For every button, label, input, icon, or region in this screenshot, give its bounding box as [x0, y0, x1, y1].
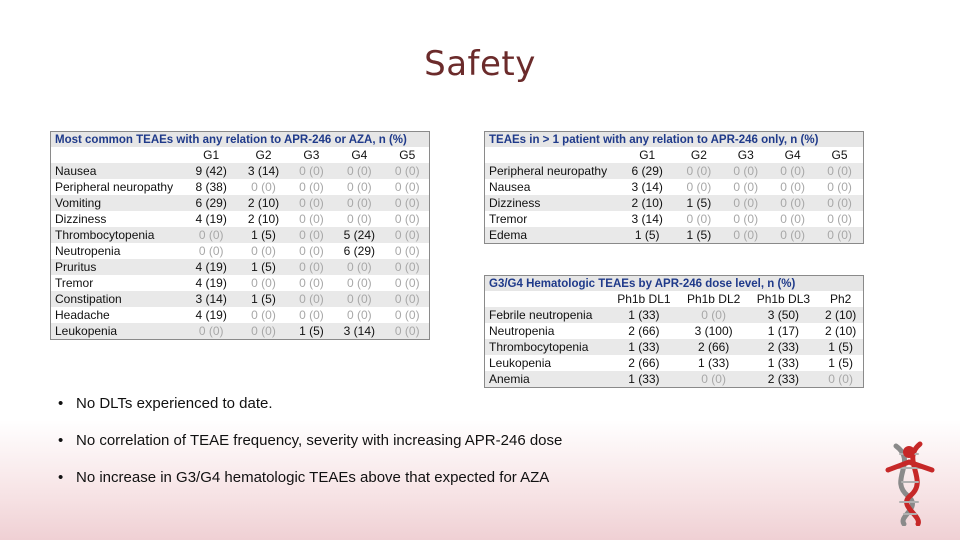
table-cell: 0 (0)	[769, 227, 816, 243]
table-cell: 0 (0)	[722, 179, 769, 195]
row-label: Thrombocytopenia	[485, 339, 609, 355]
table-row	[485, 211, 863, 227]
table-cell: 0 (0)	[290, 259, 333, 275]
table-cell: 0 (0)	[679, 371, 749, 387]
table-row	[51, 275, 429, 291]
table-cell: 0 (0)	[675, 211, 722, 227]
table-cell: 0 (0)	[333, 307, 385, 323]
table-cell: 0 (0)	[675, 179, 722, 195]
table-cell: 0 (0)	[386, 211, 430, 227]
table-cell: 9 (42)	[185, 163, 237, 179]
table-cell: 0 (0)	[290, 195, 333, 211]
table-cell: 0 (0)	[290, 307, 333, 323]
table-caption: Most common TEAEs with any relation to APR-246 or AZA, n (%)	[51, 132, 429, 147]
column-header: Ph1b DL3	[756, 292, 811, 306]
row-label: Vomiting	[51, 195, 185, 211]
table-cell: 0 (0)	[237, 323, 289, 339]
table-cell: 1 (5)	[237, 259, 289, 275]
column-header: G3	[303, 148, 320, 162]
table-cell: 0 (0)	[769, 195, 816, 211]
bullet-marker: •	[58, 395, 64, 412]
table-row	[51, 195, 429, 211]
table-header-row	[485, 291, 863, 307]
table-cell: 0 (0)	[333, 163, 385, 179]
table-row	[51, 211, 429, 227]
table-row	[485, 307, 863, 323]
table-cell: 0 (0)	[386, 323, 430, 339]
table-row	[51, 291, 429, 307]
table-cell: 0 (0)	[722, 163, 769, 179]
bullet-text: No increase in G3/G4 hematologic TEAEs above that expected for AZA	[76, 469, 550, 486]
table-cell: 3 (14)	[619, 179, 675, 195]
row-label: Tremor	[485, 211, 619, 227]
table-row	[51, 323, 429, 339]
table-row	[51, 307, 429, 323]
table-cell: 0 (0)	[386, 243, 430, 259]
table-cell: 0 (0)	[722, 227, 769, 243]
row-label: Constipation	[51, 291, 185, 307]
table-cell: 0 (0)	[386, 291, 430, 307]
table-cell: 0 (0)	[816, 163, 863, 179]
column-header: G3	[737, 148, 754, 162]
table-cell: 1 (5)	[619, 227, 675, 243]
row-label: Neutropenia	[485, 323, 609, 339]
table-row	[485, 163, 863, 179]
table-cell: 0 (0)	[769, 179, 816, 195]
table-cell: 2 (66)	[679, 339, 749, 355]
table-cell: 0 (0)	[290, 275, 333, 291]
table-cell: 3 (14)	[333, 323, 385, 339]
column-header: Ph1b DL2	[686, 292, 741, 306]
table-cell: 0 (0)	[333, 195, 385, 211]
row-label: Headache	[51, 307, 185, 323]
column-header: G2	[690, 148, 707, 162]
table-cell: 1 (33)	[679, 355, 749, 371]
column-header: G4	[784, 148, 801, 162]
row-label: Leukopenia	[485, 355, 609, 371]
table-cell: 0 (0)	[675, 163, 722, 179]
table-row	[485, 339, 863, 355]
table-cell: 0 (0)	[185, 227, 237, 243]
table-cell: 1 (33)	[749, 355, 819, 371]
table-cell: 0 (0)	[679, 307, 749, 323]
table-cell: 4 (19)	[185, 259, 237, 275]
table-cell: 2 (10)	[237, 211, 289, 227]
table-cell: 3 (100)	[679, 323, 749, 339]
row-label: Anemia	[485, 371, 609, 387]
row-label: Nausea	[51, 163, 185, 179]
corner-header	[485, 147, 619, 163]
table-cell: 2 (66)	[609, 355, 679, 371]
row-label: Pruritus	[51, 259, 185, 275]
row-label: Febrile neutropenia	[485, 307, 609, 323]
table-cell: 0 (0)	[333, 259, 385, 275]
table-cell: 2 (10)	[619, 195, 675, 211]
table-cell: 0 (0)	[386, 163, 430, 179]
table-cell: 4 (19)	[185, 275, 237, 291]
table-cell: 1 (5)	[237, 227, 289, 243]
table-cell: 1 (33)	[609, 339, 679, 355]
table-cell: 2 (33)	[749, 371, 819, 387]
table-cell: 0 (0)	[237, 179, 289, 195]
row-label: Thrombocytopenia	[51, 227, 185, 243]
table-cell: 0 (0)	[290, 163, 333, 179]
table-cell: 0 (0)	[386, 227, 430, 243]
table-cell: 6 (29)	[185, 195, 237, 211]
table-cell: 5 (24)	[333, 227, 385, 243]
table-cell: 1 (33)	[609, 371, 679, 387]
table-cell: 1 (17)	[749, 323, 819, 339]
table-cell: 0 (0)	[333, 291, 385, 307]
table-cell: 0 (0)	[290, 227, 333, 243]
bullet-marker: •	[58, 469, 64, 486]
bullet-item	[56, 466, 562, 503]
column-header: G4	[351, 148, 368, 162]
page-title: Safety	[424, 44, 536, 84]
table-cell: 0 (0)	[290, 291, 333, 307]
table-cell: 0 (0)	[237, 243, 289, 259]
table-cell: 0 (0)	[722, 195, 769, 211]
table-row	[485, 323, 863, 339]
table	[51, 132, 429, 339]
table-cell: 4 (19)	[185, 211, 237, 227]
table-cell: 0 (0)	[290, 179, 333, 195]
row-label: Dizziness	[51, 211, 185, 227]
table-row	[485, 195, 863, 211]
row-label: Peripheral neuropathy	[51, 179, 185, 195]
table-cell: 0 (0)	[290, 243, 333, 259]
table-cell: 0 (0)	[816, 195, 863, 211]
row-label: Nausea	[485, 179, 619, 195]
table-row	[51, 163, 429, 179]
table-header-row	[51, 147, 429, 163]
table-cell: 0 (0)	[816, 179, 863, 195]
table-row	[485, 227, 863, 243]
column-header: G1	[203, 148, 220, 162]
table-row	[485, 371, 863, 387]
table-cell: 3 (50)	[749, 307, 819, 323]
column-header: G5	[399, 148, 416, 162]
table-row	[485, 355, 863, 371]
table-cell: 0 (0)	[386, 307, 430, 323]
bullet-item	[56, 429, 562, 466]
table-cell: 3 (14)	[237, 163, 289, 179]
teae-any-relation-table	[50, 131, 430, 340]
table-cell: 2 (66)	[609, 323, 679, 339]
table-cell: 0 (0)	[816, 211, 863, 227]
table-cell: 0 (0)	[333, 275, 385, 291]
table-cell: 1 (5)	[818, 339, 863, 355]
table-cell: 2 (10)	[237, 195, 289, 211]
table-cell: 3 (14)	[619, 211, 675, 227]
table-cell: 0 (0)	[386, 259, 430, 275]
column-header: G2	[255, 148, 272, 162]
table-caption: G3/G4 Hematologic TEAEs by APR-246 dose level, n (%)	[485, 276, 863, 291]
column-header: G1	[639, 148, 656, 162]
table-cell: 0 (0)	[816, 227, 863, 243]
table-cell: 2 (10)	[818, 323, 863, 339]
table-cell: 0 (0)	[237, 307, 289, 323]
table-cell: 0 (0)	[722, 211, 769, 227]
table-row	[51, 227, 429, 243]
table-caption: TEAEs in > 1 patient with any relation to APR-246 only, n (%)	[485, 132, 863, 147]
teae-apr246-only-table	[484, 131, 864, 244]
table-cell: 4 (19)	[185, 307, 237, 323]
table-row	[51, 259, 429, 275]
row-label: Neutropenia	[51, 243, 185, 259]
row-label: Tremor	[51, 275, 185, 291]
row-label: Edema	[485, 227, 619, 243]
row-label: Peripheral neuropathy	[485, 163, 619, 179]
table-cell: 0 (0)	[333, 179, 385, 195]
table-cell: 1 (5)	[818, 355, 863, 371]
row-label: Dizziness	[485, 195, 619, 211]
table-cell: 2 (10)	[818, 307, 863, 323]
table	[485, 276, 863, 387]
row-label: Leukopenia	[51, 323, 185, 339]
table-cell: 1 (33)	[609, 307, 679, 323]
table-cell: 0 (0)	[386, 195, 430, 211]
table-header-row	[485, 147, 863, 163]
table-cell: 0 (0)	[769, 163, 816, 179]
column-header: Ph1b DL1	[617, 292, 671, 306]
corner-header	[51, 147, 185, 163]
hematologic-teae-dose-table	[484, 275, 864, 388]
table-cell: 3 (14)	[185, 291, 237, 307]
table-cell: 0 (0)	[769, 211, 816, 227]
bullet-text: No correlation of TEAE frequency, severity with increasing APR-246 dose	[76, 432, 563, 449]
table-cell: 8 (38)	[185, 179, 237, 195]
bullet-text: No DLTs experienced to date.	[76, 395, 273, 412]
table-cell: 1 (5)	[675, 227, 722, 243]
table-cell: 0 (0)	[386, 179, 430, 195]
table	[485, 132, 863, 243]
table-cell: 0 (0)	[185, 243, 237, 259]
table-cell: 2 (33)	[749, 339, 819, 355]
table-cell: 0 (0)	[185, 323, 237, 339]
dna-figure-logo-icon	[878, 440, 944, 526]
table-cell: 6 (29)	[333, 243, 385, 259]
column-header: Ph2	[829, 292, 852, 306]
table-cell: 1 (5)	[237, 291, 289, 307]
table-row	[485, 179, 863, 195]
table-cell: 0 (0)	[818, 371, 863, 387]
column-header: G5	[831, 148, 848, 162]
table-row	[51, 179, 429, 195]
table-cell: 6 (29)	[619, 163, 675, 179]
table-cell: 1 (5)	[290, 323, 333, 339]
corner-header	[485, 291, 609, 307]
table-row	[51, 243, 429, 259]
table-cell: 0 (0)	[333, 211, 385, 227]
table-cell: 0 (0)	[237, 275, 289, 291]
table-cell: 0 (0)	[386, 275, 430, 291]
bullet-list	[56, 392, 562, 503]
bullet-marker: •	[58, 432, 64, 449]
table-cell: 0 (0)	[290, 211, 333, 227]
table-cell: 1 (5)	[675, 195, 722, 211]
bullet-item	[56, 392, 562, 429]
